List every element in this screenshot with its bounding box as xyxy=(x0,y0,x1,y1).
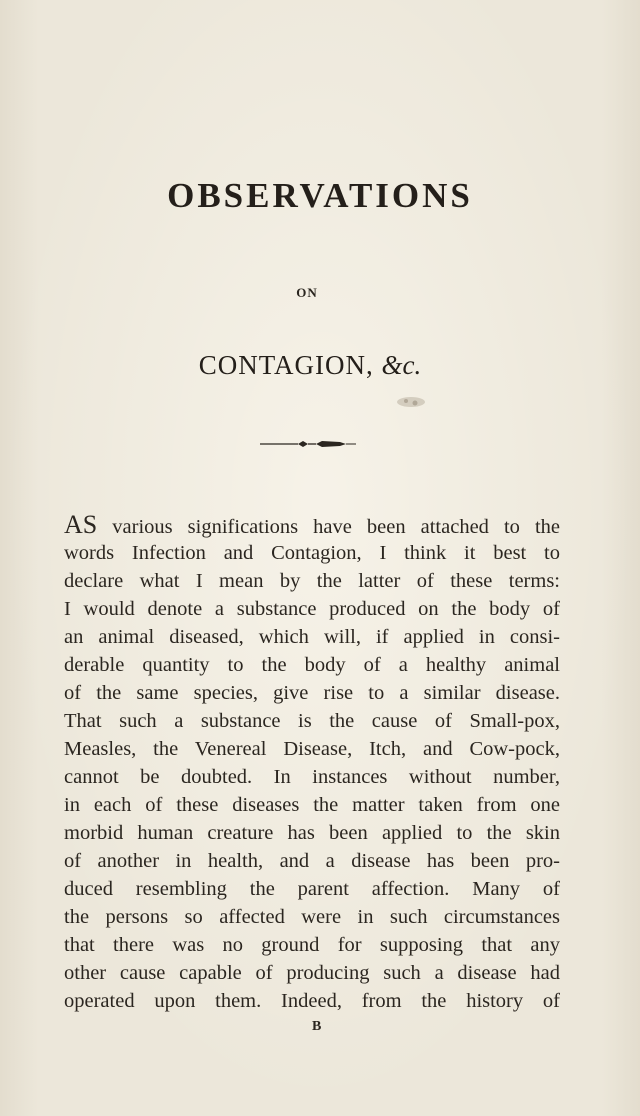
text-line: operated upon them. Indeed, from the history of xyxy=(64,990,560,1012)
text-line: the persons so affected were in such circumstances xyxy=(64,906,560,928)
text-line: Measles, the Venereal Disease, Itch, and Cow-pock, xyxy=(64,738,560,760)
text-line: words Infection and Contagion, I think it best to xyxy=(64,542,560,564)
text-line: I would denote a substance produced on the body of xyxy=(64,598,560,620)
page-title: OBSERVATIONS xyxy=(167,176,473,215)
subtitle-etc: &c. xyxy=(381,350,422,380)
text-line: cannot be doubted. In instances without number, xyxy=(64,766,560,788)
text-line: morbid human creature has been applied to the skin xyxy=(64,822,560,844)
ink-smudge xyxy=(394,394,428,410)
text-line: derable quantity to the body of a healthy animal xyxy=(64,654,560,676)
text-line: other cause capable of producing such a disease had xyxy=(64,962,560,984)
page-subtitle xyxy=(0,350,620,381)
text-line: that there was no ground for supposing that any xyxy=(64,934,560,956)
text-line: That such a substance is the cause of Small-pox, xyxy=(64,710,560,732)
text-line: an animal diseased, which will, if applied in consi- xyxy=(64,626,560,648)
text-line: AS various significations have been attached to the xyxy=(64,510,560,539)
text-line: of another in health, and a disease has been pro- xyxy=(64,850,560,872)
subtitle-text: CONTAGION, xyxy=(198,350,374,380)
text-line: declare what I mean by the latter of these terms: xyxy=(64,570,560,592)
body-text xyxy=(64,511,560,1015)
signature-mark: B xyxy=(312,1019,322,1034)
printer-ornament-rule-icon xyxy=(258,436,358,452)
text-line: of the same species, give rise to a similar disease. xyxy=(64,682,560,704)
text-line: in each of these diseases the matter taken from one xyxy=(64,794,560,816)
text-line: duced resembling the parent affection. Many of xyxy=(64,878,560,900)
opening-word: AS xyxy=(64,510,98,539)
title-connector: ON xyxy=(296,285,318,300)
